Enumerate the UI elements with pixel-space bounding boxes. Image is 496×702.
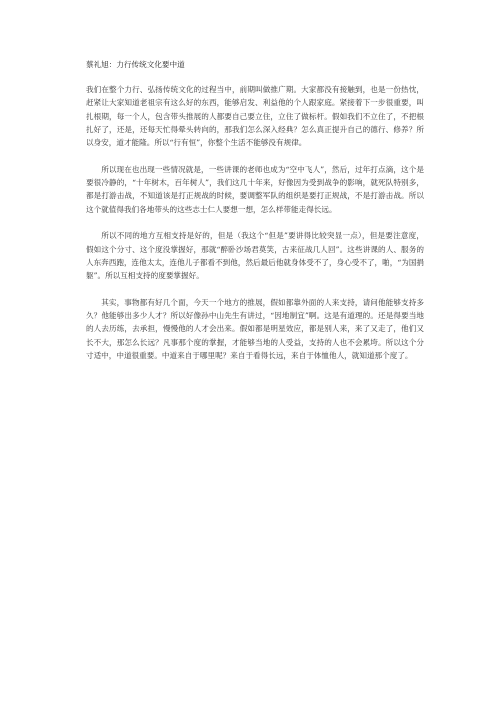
paragraph-2: 所以现在也出现一些情况就是，一些讲课的老师也成为“空中飞人”，然后，过年打点滴，这个是要很冷静的，“十年树木，百年树人”，我们这几十年来，好像因为受到战争的影响，就死队特别多，都是打游击战，不知道该是打正规战的时候，要调整军队的组织是要打正规战，不是打游击战。所以这个就值得我们各地带头的这些志士仁人要想一想，怎么样带能走得长远。: [86, 164, 424, 214]
paragraph-4: 其实，事物都有好几个面，今天一个地方的推展，假如都靠外面的人来支持，请问他能够支持多久？他能够出多少人才？所以好像孙中山先生有讲过，“因地制宜”啊。这是有道理的。还是得要当地的人去历练，去承担，慢慢他的人才会出来。假如都是明星效应，都是别人来，来了又走了，他们又长不大，那怎么长远？凡事那个度的掌握，才能够当地的人受益，支持的人也不会累垮。所以这个分寸适中，中道很重要。中道来自于哪里呢？来自于看得长远，来自于体恤他人，就知道那个度了。: [86, 297, 424, 360]
document-title: 蔡礼旭：力行传统文化要中道: [86, 60, 185, 69]
paragraph-3: 所以不同的地方互相支持是好的，但是（我这个“但是”要讲得比较突显一点），但是要注意度，假如这个分寸、这个度没掌握好，那就“醉卧沙场君莫笑，古来征战几人回”。这些讲课的人、服务的人东奔西跑，连他太太，连他儿子都看不到他，然后最后他就身体受不了，身心受不了，啪，“为国捐躯”。所以互相支持的度要掌握好。: [86, 231, 425, 281]
paragraph-1: 我们在整个力行、弘扬传统文化的过程当中，前期叫做推广期。大家都没有接触到，也是一份热忱，赶紧让大家知道老祖宗有这么好的东西，能够启发、利益他的个人跟家庭。紧接着下一步很重要，叫扎根期，每一个人，包含带头推展的人都要自己要立住，立住了做标杆。假如我们不立住了，不把根扎好了，还是，还每天忙得晕头转向的，那我们怎么深入经典？怎么真正提升自己的德行、修养？所以身安，道才能隆。所以“行有恒”，你整个生活不能够没有规律。: [86, 85, 424, 148]
document-body: [86, 60, 424, 376]
